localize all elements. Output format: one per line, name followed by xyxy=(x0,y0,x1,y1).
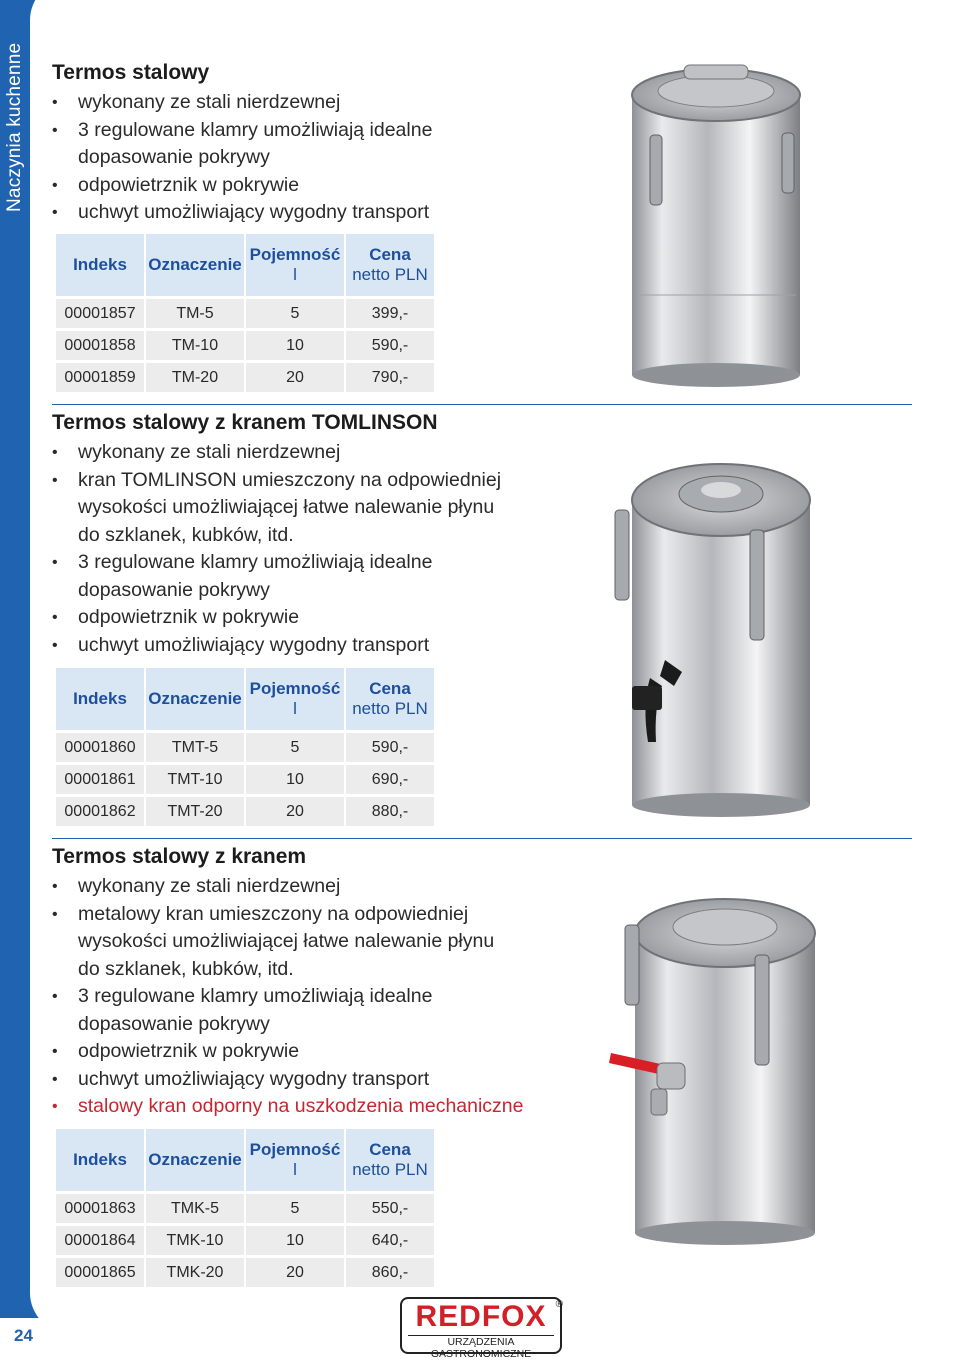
cell-price: 690,- xyxy=(346,765,434,794)
list-item: • odpowietrznik w pokrywie xyxy=(52,1038,524,1066)
col-header-index: Indeks xyxy=(56,234,144,296)
section-termos-tomlinson xyxy=(52,411,518,659)
cell-index: 00001860 xyxy=(56,733,144,762)
table-row xyxy=(56,765,434,794)
cell-name: TM-5 xyxy=(146,299,244,328)
feature-list xyxy=(52,439,518,659)
list-item: • wykonany ze stali nierdzewnej xyxy=(52,439,518,467)
price-unit: netto PLN xyxy=(352,1160,428,1179)
cell-capacity: 10 xyxy=(246,1226,344,1255)
list-item: • odpowietrznik w pokrywie xyxy=(52,604,518,632)
product-photo-thermos-z-kranem xyxy=(605,885,830,1245)
product-photo-thermos-tomlinson xyxy=(610,450,830,820)
section-divider xyxy=(52,838,912,839)
list-item: • 3 regulowane klamry umożliwiają idealne dopasowanie pokrywy xyxy=(52,549,448,604)
page-number: 24 xyxy=(14,1326,33,1345)
cell-price: 590,- xyxy=(346,733,434,762)
section-title: Termos stalowy xyxy=(52,61,210,84)
col-header-name: Oznaczenie xyxy=(146,1129,244,1191)
price-label: Cena xyxy=(369,245,411,264)
logo-tagline: URZĄDZENIA GASTRONOMICZNE xyxy=(408,1335,554,1360)
table-row xyxy=(56,1258,434,1287)
cell-name: TMT-20 xyxy=(146,797,244,826)
capacity-label: Pojemność xyxy=(249,679,341,698)
highlight-list-item: • stalowy kran odporny na uszkodzenia mechaniczne xyxy=(52,1093,524,1121)
table-row xyxy=(56,331,434,360)
cell-price: 790,- xyxy=(346,363,434,392)
list-item: • wykonany ze stali nierdzewnej xyxy=(52,89,448,117)
cell-name: TMK-5 xyxy=(146,1194,244,1223)
cell-capacity: 10 xyxy=(246,765,344,794)
list-item: • uchwyt umożliwiający wygodny transport xyxy=(52,632,518,660)
cell-index: 00001864 xyxy=(56,1226,144,1255)
logo-registered-mark: ® xyxy=(555,1299,563,1310)
list-item: • wykonany ze stali nierdzewnej xyxy=(52,873,524,901)
feature-list xyxy=(52,873,524,1121)
price-label: Cena xyxy=(369,679,411,698)
cell-capacity: 5 xyxy=(246,1194,344,1223)
cell-capacity: 20 xyxy=(246,1258,344,1287)
cell-index: 00001863 xyxy=(56,1194,144,1223)
cell-capacity: 5 xyxy=(246,299,344,328)
col-header-price xyxy=(346,668,434,730)
cell-index: 00001861 xyxy=(56,765,144,794)
cell-price: 640,- xyxy=(346,1226,434,1255)
price-table xyxy=(54,665,436,829)
list-item: • 3 regulowane klamry umożliwiają idealne dopasowanie pokrywy xyxy=(52,983,448,1038)
capacity-label: Pojemność xyxy=(249,245,341,264)
col-header-capacity xyxy=(246,234,344,296)
cell-index: 00001862 xyxy=(56,797,144,826)
cell-index: 00001859 xyxy=(56,363,144,392)
section-divider xyxy=(52,404,912,405)
sidebar-title: Naczynia kuchenne xyxy=(4,42,25,212)
price-unit: netto PLN xyxy=(352,265,428,284)
col-header-index: Indeks xyxy=(56,668,144,730)
cell-name: TM-10 xyxy=(146,331,244,360)
col-header-capacity xyxy=(246,668,344,730)
table-row xyxy=(56,299,434,328)
list-item: • odpowietrznik w pokrywie xyxy=(52,172,448,200)
col-header-capacity xyxy=(246,1129,344,1191)
table-row xyxy=(56,1194,434,1223)
list-item: • uchwyt umożliwiający wygodny transport xyxy=(52,1066,524,1094)
section-termos-stalowy xyxy=(52,61,448,227)
cell-index: 00001858 xyxy=(56,331,144,360)
list-item: • uchwyt umożliwiający wygodny transport xyxy=(52,199,448,227)
price-label: Cena xyxy=(369,1140,411,1159)
col-header-price xyxy=(346,234,434,296)
capacity-unit: l xyxy=(293,699,297,718)
col-header-index: Indeks xyxy=(56,1129,144,1191)
cell-index: 00001857 xyxy=(56,299,144,328)
table-row xyxy=(56,1226,434,1255)
cell-index: 00001865 xyxy=(56,1258,144,1287)
cell-capacity: 10 xyxy=(246,331,344,360)
cell-name: TMK-20 xyxy=(146,1258,244,1287)
price-table xyxy=(54,1126,436,1290)
redfox-logo xyxy=(400,1297,563,1360)
price-unit: netto PLN xyxy=(352,699,428,718)
cell-name: TMT-10 xyxy=(146,765,244,794)
cell-name: TMK-10 xyxy=(146,1226,244,1255)
section-title: Termos stalowy z kranem xyxy=(52,845,307,868)
list-item: • metalowy kran umieszczony na odpowiedniej wysokości umożliwiającej łatwe nalewanie płynu do szklanek, kubków, itd. xyxy=(52,901,518,984)
product-photo-thermos xyxy=(610,55,820,395)
cell-capacity: 5 xyxy=(246,733,344,762)
cell-name: TMT-5 xyxy=(146,733,244,762)
table-row xyxy=(56,733,434,762)
col-header-price xyxy=(346,1129,434,1191)
cell-capacity: 20 xyxy=(246,797,344,826)
cell-price: 550,- xyxy=(346,1194,434,1223)
logo-brand: REDFOX xyxy=(415,1300,547,1333)
price-table xyxy=(54,231,436,395)
cell-price: 590,- xyxy=(346,331,434,360)
col-header-name: Oznaczenie xyxy=(146,668,244,730)
cell-price: 399,- xyxy=(346,299,434,328)
capacity-unit: l xyxy=(293,265,297,284)
cell-price: 860,- xyxy=(346,1258,434,1287)
capacity-unit: l xyxy=(293,1160,297,1179)
section-title: Termos stalowy z kranem TOMLINSON xyxy=(52,411,438,434)
table-row xyxy=(56,797,434,826)
cell-name: TM-20 xyxy=(146,363,244,392)
section-termos-z-kranem xyxy=(52,845,524,1121)
col-header-name: Oznaczenie xyxy=(146,234,244,296)
list-item: • 3 regulowane klamry umożliwiają idealne dopasowanie pokrywy xyxy=(52,117,448,172)
table-row xyxy=(56,363,434,392)
cell-capacity: 20 xyxy=(246,363,344,392)
list-item: • kran TOMLINSON umieszczony na odpowiedniej wysokości umożliwiającej łatwe nalewanie płynu do szklanek, kubków, itd. xyxy=(52,467,518,550)
capacity-label: Pojemność xyxy=(249,1140,341,1159)
feature-list xyxy=(52,89,448,227)
cell-price: 880,- xyxy=(346,797,434,826)
